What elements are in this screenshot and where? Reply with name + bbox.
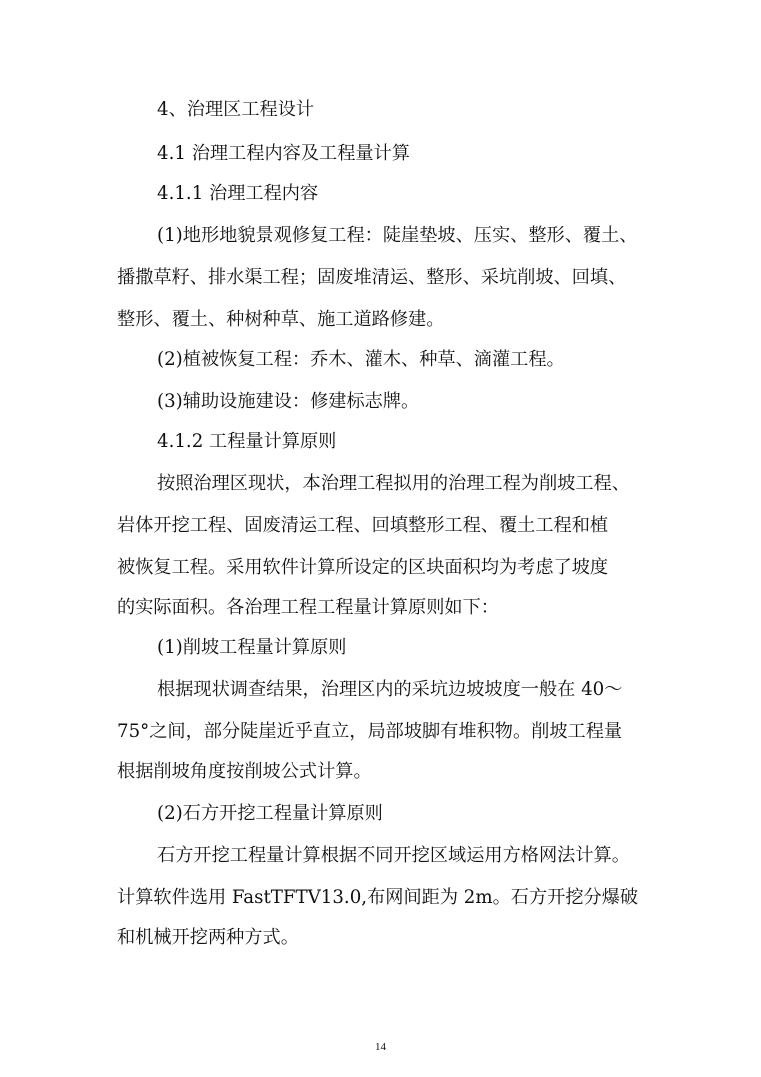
principle-heading: 4.1.2 工程量计算原则 <box>157 431 337 452</box>
paragraph-line: 的实际面积。各治理工程工程量计算原则如下： <box>117 597 499 618</box>
paragraph-line: 岩体开挖工程、固废清运工程、回填整形工程、覆土工程和植 <box>117 515 609 536</box>
section-heading: 4、治理区工程设计 <box>157 99 315 120</box>
paragraph-line: 被恢复工程。采用软件计算所设定的区块面积均为考虑了坡度 <box>117 557 609 578</box>
page-number: 14 <box>375 1041 386 1053</box>
paragraph-line: (1)地形地貌景观修复工程：陡崖垫坡、压实、整形、覆土、 <box>157 225 638 246</box>
paragraph-line: 石方开挖工程量计算根据不同开挖区域运用方格网法计算。 <box>157 845 630 866</box>
paragraph-line: (3)辅助设施建设：修建标志牌。 <box>157 391 420 412</box>
paragraph-line: 整形、覆土、种树种草、施工道路修建。 <box>117 309 445 330</box>
sub-heading: 4.1 治理工程内容及工程量计算 <box>157 143 410 164</box>
paragraph-line: 根据削坡角度按削坡公式计算。 <box>117 761 372 782</box>
content-heading: 4.1.1 治理工程内容 <box>157 183 319 204</box>
paragraph-line: (2)植被恢复工程：乔木、灌木、种草、滴灌工程。 <box>157 349 565 370</box>
paragraph-line: 75°之间，部分陡崖近乎直立，局部坡脚有堆积物。削坡工程量 <box>117 721 623 742</box>
paragraph-line: 计算软件选用 FastTFTV13.0,布网间距为 2m。石方开挖分爆破 <box>117 887 639 908</box>
paragraph-line: 根据现状调查结果，治理区内的采坑边坡坡度一般在 40～ <box>157 679 623 700</box>
paragraph-line: 播撒草籽、排水渠工程；固废堆清运、整形、采坑削坡、回填、 <box>117 267 627 288</box>
paragraph-line: 按照治理区现状，本治理工程拟用的治理工程为削坡工程、 <box>157 473 630 494</box>
slope-heading: (1)削坡工程量计算原则 <box>157 637 347 658</box>
excavation-heading: (2)石方开挖工程量计算原则 <box>157 803 383 824</box>
paragraph-line: 和机械开挖两种方式。 <box>117 927 299 948</box>
